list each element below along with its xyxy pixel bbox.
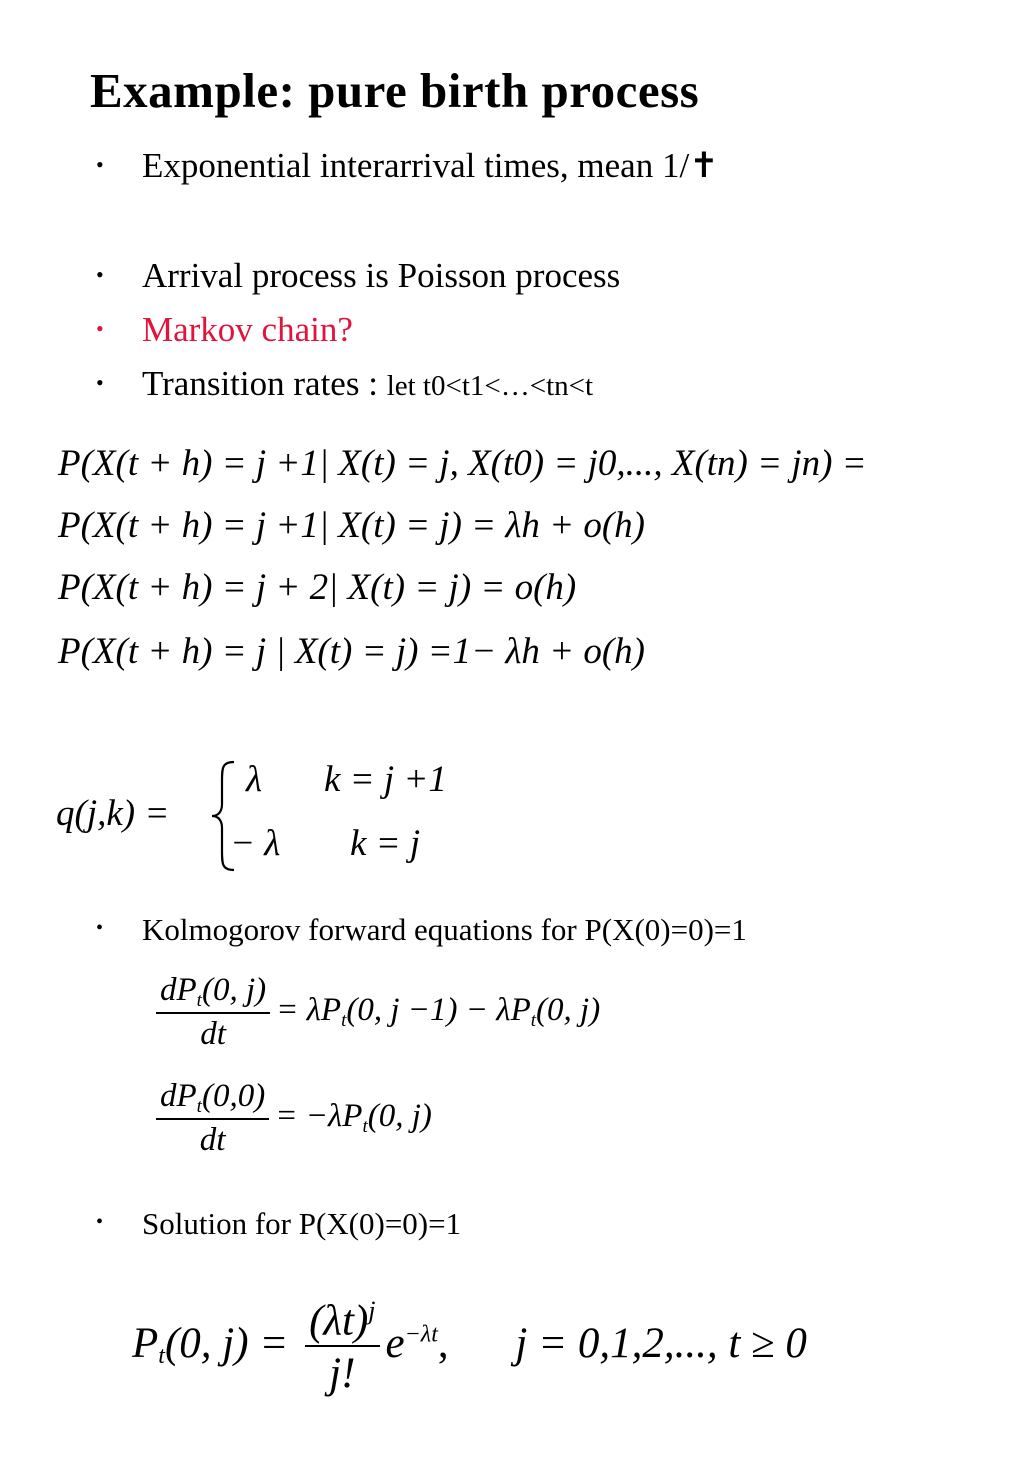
q-function-lhs: q(j,k) = <box>56 793 170 834</box>
equation-rate-stay: P(X(t + h) = j | X(t) = j) =1− λh + o(h) <box>58 631 645 672</box>
kolmogorov-equation-1: $\frac{dP_t(0, j)}{dt}$ = $\lambda P_t(0$, $j -1) - \lambda P_t(0$, j) <box>150 972 600 1053</box>
q-case1-condition: k = j +1 <box>324 759 447 800</box>
q-case2-condition: k = j <box>350 823 421 864</box>
equation-rate-plus-one: P(X(t + h) = j +1| X(t) = j) = λh + o(h) <box>58 505 645 546</box>
equation-rate-plus-two: P(X(t + h) = j + 2| X(t) = j) = o(h) <box>58 567 577 608</box>
bullet-interarrival: • Exponential interarrival times, mean 1/✝ <box>96 146 719 185</box>
cross-symbol: ✝ <box>689 146 719 185</box>
bullet-solution: • Solution for P(X(0)=0)=1 <box>96 1206 462 1241</box>
fraction: $\frac{dP_t(0,0)}{dt}$ <box>156 1078 269 1159</box>
kolmogorov-equation-2: $\frac{dP_t(0,0)}{dt}$ = $-\lambda P_t(0$, j) <box>150 1078 432 1159</box>
bullet-transition-rates: • Transition rates : let t0<t1<…<tn<t <box>96 364 594 403</box>
bullet-poisson: • Arrival process is Poisson process <box>96 256 621 295</box>
bullet-dot: • <box>96 261 104 287</box>
solution-equation: $P_t(0$, j) = $\frac{(\lambda t)^j}{j!}$ $e^{-\lambda t}$, j = 0,1,2,..., t ≥ 0 <box>132 1296 807 1398</box>
bullet-dot: • <box>96 369 104 395</box>
bullet-dot: • <box>96 315 104 341</box>
bullet-kolmogorov: • Kolmogorov forward equations for P(X(0)=0)=1 <box>96 912 747 947</box>
bullet-dot: • <box>96 917 104 940</box>
equation-markov-property: P(X(t + h) = j +1| X(t) = j, X(t0) = j0,..., X(tn) = jn) = <box>58 443 867 484</box>
q-case1-value: λ <box>246 759 263 800</box>
fraction: $\frac{(\lambda t)^j}{j!}$ <box>305 1296 379 1398</box>
bullet-dot: • <box>96 151 104 177</box>
q-case2-value: − λ <box>230 823 281 864</box>
fraction: $\frac{dP_t(0, j)}{dt}$ <box>156 972 270 1053</box>
bullet-markov: • Markov chain? <box>96 310 353 349</box>
bullet-dot: • <box>96 1211 104 1234</box>
slide-title: Example: pure birth process <box>90 63 700 118</box>
